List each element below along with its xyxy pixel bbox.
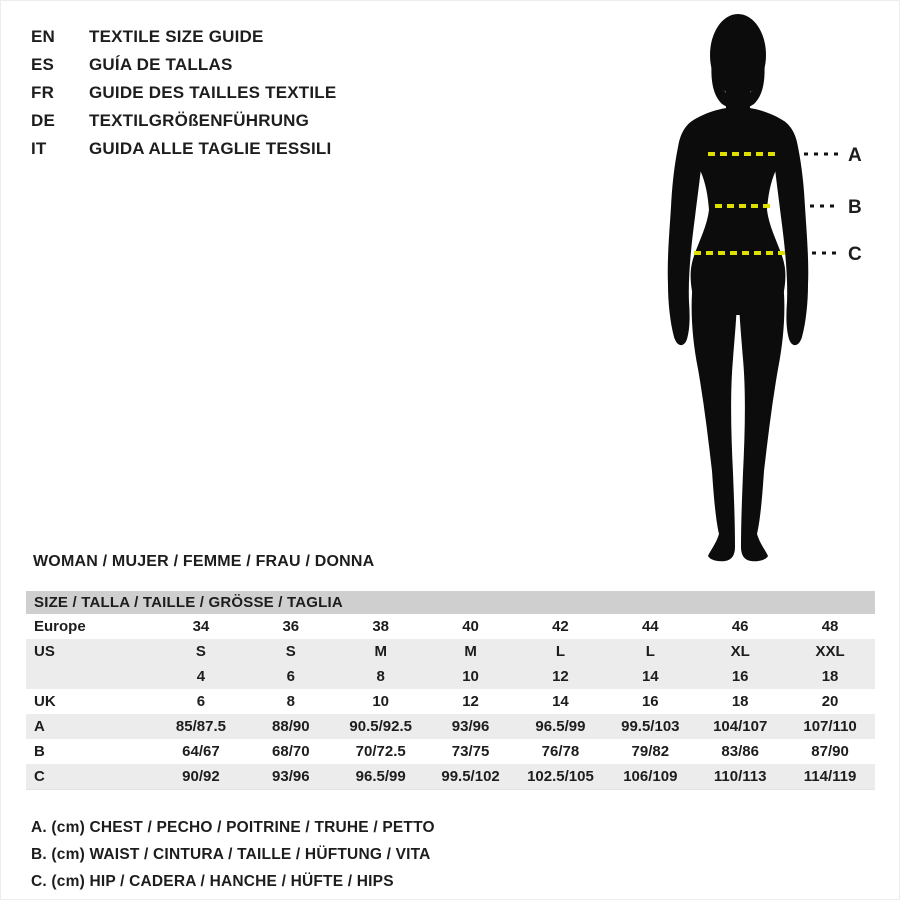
language-code: DE — [31, 111, 56, 130]
language-title: GUIDE DES TAILLES TEXTILE — [89, 83, 337, 102]
size-value: 79/82 — [631, 743, 670, 760]
size-value: 16 — [731, 668, 749, 685]
legend-line: A. (cm) CHEST / PECHO / POITRINE / TRUHE / PETTO — [31, 818, 435, 836]
language-line — [31, 79, 336, 107]
measurement-legend — [31, 814, 435, 895]
size-value: 44 — [641, 618, 659, 635]
size-value: 14 — [552, 693, 569, 710]
size-value: L — [555, 643, 566, 660]
size-value: XXL — [815, 643, 845, 660]
size-value: 10 — [372, 693, 390, 710]
size-value: M — [464, 643, 477, 660]
size-value: S — [195, 643, 206, 660]
size-value: 90/92 — [182, 768, 220, 785]
size-value: 48 — [821, 618, 839, 635]
size-value: 8 — [286, 693, 295, 710]
table-row — [26, 714, 875, 739]
row-label: Europe — [34, 618, 86, 635]
size-value: 102.5/105 — [527, 768, 594, 785]
size-value: 38 — [372, 618, 390, 635]
language-line — [31, 107, 336, 135]
row-label: C — [34, 768, 45, 785]
legend-line: C. (cm) HIP / CADERA / HANCHE / HÜFTE / HIPS — [31, 872, 394, 890]
language-code: EN — [31, 27, 56, 46]
table-row — [26, 739, 875, 764]
size-value: 110/113 — [713, 768, 767, 785]
row-label: A — [34, 718, 45, 735]
size-value: M — [374, 643, 387, 660]
measure-label-c: C — [848, 244, 862, 265]
size-value: 64/67 — [182, 743, 220, 760]
size-value: 46 — [731, 618, 749, 635]
size-value: 104/107 — [713, 718, 768, 735]
size-value: 96.5/99 — [535, 718, 586, 735]
row-label: UK — [34, 693, 56, 710]
size-value: 85/87.5 — [175, 718, 226, 735]
table-row — [26, 764, 875, 789]
table-row — [26, 639, 875, 664]
size-value: 4 — [196, 668, 206, 685]
size-value: 106/109 — [623, 768, 678, 785]
language-title: GUIDA ALLE TAGLIE TESSILI — [89, 139, 332, 158]
language-title-list — [31, 23, 336, 163]
size-value: 16 — [641, 693, 659, 710]
table-body — [26, 614, 875, 789]
size-value: 93/96 — [451, 718, 490, 735]
size-value: 70/72.5 — [355, 743, 406, 760]
language-title: TEXTILE SIZE GUIDE — [89, 27, 264, 46]
language-line — [31, 135, 336, 163]
size-value: 18 — [821, 668, 839, 685]
language-title: TEXTILGRÖßENFÜHRUNG — [89, 111, 310, 130]
table-header: SIZE / TALLA / TAILLE / GRÖSSE / TAGLIA — [26, 591, 875, 614]
size-value: 36 — [282, 618, 300, 635]
size-value: 114/119 — [803, 768, 857, 785]
table-row — [26, 614, 875, 639]
size-value: 68/70 — [272, 743, 310, 760]
row-label: US — [34, 643, 55, 660]
size-value: 83/86 — [721, 743, 759, 760]
size-value: 10 — [462, 668, 479, 685]
measure-label-b: B — [848, 197, 862, 218]
size-value: 14 — [641, 668, 659, 685]
size-value: XL — [730, 643, 750, 660]
size-value: 87/90 — [811, 743, 849, 760]
size-value: 6 — [286, 668, 295, 685]
size-value: 99.5/103 — [621, 718, 680, 735]
size-value: 40 — [462, 618, 479, 635]
size-value: 18 — [731, 693, 749, 710]
size-value: 90.5/92.5 — [349, 718, 412, 735]
size-value: 8 — [376, 668, 385, 685]
language-title: GUÍA DE TALLAS — [89, 55, 233, 74]
size-table — [26, 591, 875, 790]
size-value: 88/90 — [272, 718, 310, 735]
size-value: 76/78 — [541, 743, 580, 760]
size-value: 20 — [821, 693, 839, 710]
size-value: 34 — [192, 618, 210, 635]
language-code: FR — [31, 83, 55, 102]
size-value: 12 — [462, 693, 479, 710]
section-title: WOMAN / MUJER / FEMME / FRAU / DONNA — [33, 553, 375, 570]
size-value: L — [645, 643, 655, 660]
size-value: S — [285, 643, 296, 660]
size-value: 42 — [552, 618, 569, 635]
woman-silhouette-figure — [646, 7, 866, 567]
size-value: 93/96 — [272, 768, 310, 785]
row-label: B — [34, 743, 45, 760]
table-row — [26, 664, 875, 689]
size-value: 73/75 — [451, 743, 490, 760]
size-value: 99.5/102 — [441, 768, 500, 785]
table-row — [26, 689, 875, 714]
language-code: IT — [31, 139, 47, 158]
size-value: 107/110 — [803, 718, 857, 735]
size-value: 12 — [552, 668, 569, 685]
language-line — [31, 23, 336, 51]
language-line — [31, 51, 336, 79]
legend-line: B. (cm) WAIST / CINTURA / TAILLE / HÜFTUNG / VITA — [31, 845, 431, 863]
size-value: 6 — [196, 693, 206, 710]
size-value: 96.5/99 — [355, 768, 406, 785]
language-code: ES — [31, 55, 55, 74]
measure-label-a: A — [848, 145, 862, 166]
